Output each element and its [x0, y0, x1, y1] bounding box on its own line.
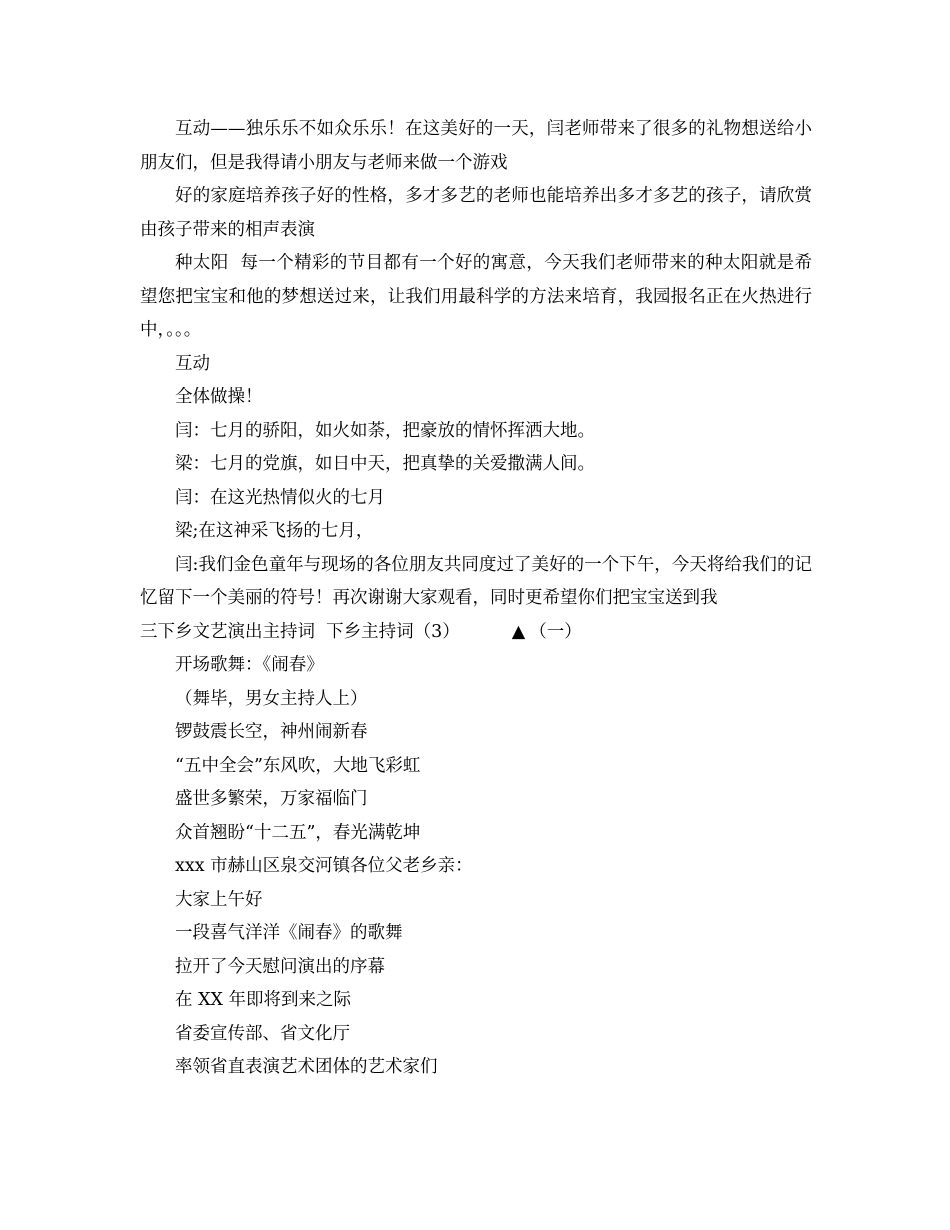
text-line: 开场歌舞：《闹春》 [175, 655, 324, 675]
paragraph: 种太阳 每一个精彩的节目都有一个好的寓意，今天我们老师带来的种太阳就是希望您把宝宝和他的梦想送过来，让我们用最科学的方法来培育，我园报名正在火热进行中，。。。 [140, 253, 812, 340]
text-line: 拉开了今天慰问演出的序幕 [175, 956, 385, 977]
text-line: “五中全会”东风吹，大地飞彩虹 [175, 755, 421, 776]
paragraph: 全体做操！ [175, 387, 263, 407]
paragraph: 好的家庭培养孩子好的性格，多才多艺的老师也能培养出多才多艺的孩子，请欣赏由孩子带来的相声表演 [140, 186, 812, 240]
paragraph: 互动 [175, 353, 210, 374]
paragraph: 闫:我们金色童年与现场的各位朋友共同度过了美好的一个下午，今天将给我们的记忆留下一个美丽的符号！再次谢谢大家观看，同时更希望你们把宝宝送到我 [140, 554, 812, 608]
text-line: 盛世多繁荣，万家福临门 [175, 789, 368, 809]
paragraph: 互动——独乐乐不如众乐乐！在这美好的一天，闫老师带来了很多的礼物想送给小朋友们，但是我得请小朋友与老师来做一个游戏 [140, 119, 812, 173]
text-line: 众首翘盼“十二五”，春光满乾坤 [175, 822, 421, 843]
paragraph: 梁;在这神采飞扬的七月， [175, 521, 374, 541]
paragraph: 闫：七月的骄阳，如火如荼，把豪放的情怀挥洒大地。 [175, 420, 595, 441]
text-line: 大家上午好 [175, 889, 263, 910]
text-line: 省委宣传部、省文化厅 [175, 1023, 350, 1044]
triangle-marker-icon: ▲ [511, 621, 526, 642]
document-body [140, 113, 812, 1085]
section-heading-sub: （一） [529, 621, 582, 642]
text-line: xxx 市赫山区泉交河镇各位父老乡亲： [175, 856, 473, 876]
text-line: 率领省直表演艺术团体的艺术家们 [175, 1057, 438, 1077]
paragraph: 梁：七月的党旗，如日中天，把真挚的关爱撒满人间。 [175, 454, 595, 474]
section-heading [140, 616, 812, 650]
text-line: 在 XX 年即将到来之际 [175, 990, 352, 1010]
paragraph: 闫：在这光热情似火的七月 [175, 487, 385, 508]
text-line: 一段喜气洋洋《闹春》的歌舞 [175, 923, 403, 943]
section-heading-title: 三下乡文艺演出主持词 下乡主持词（3） [140, 621, 460, 642]
text-line: （舞毕，男女主持人上） [175, 688, 368, 709]
text-line: 锣鼓震长空，神州闹新春 [175, 722, 368, 742]
